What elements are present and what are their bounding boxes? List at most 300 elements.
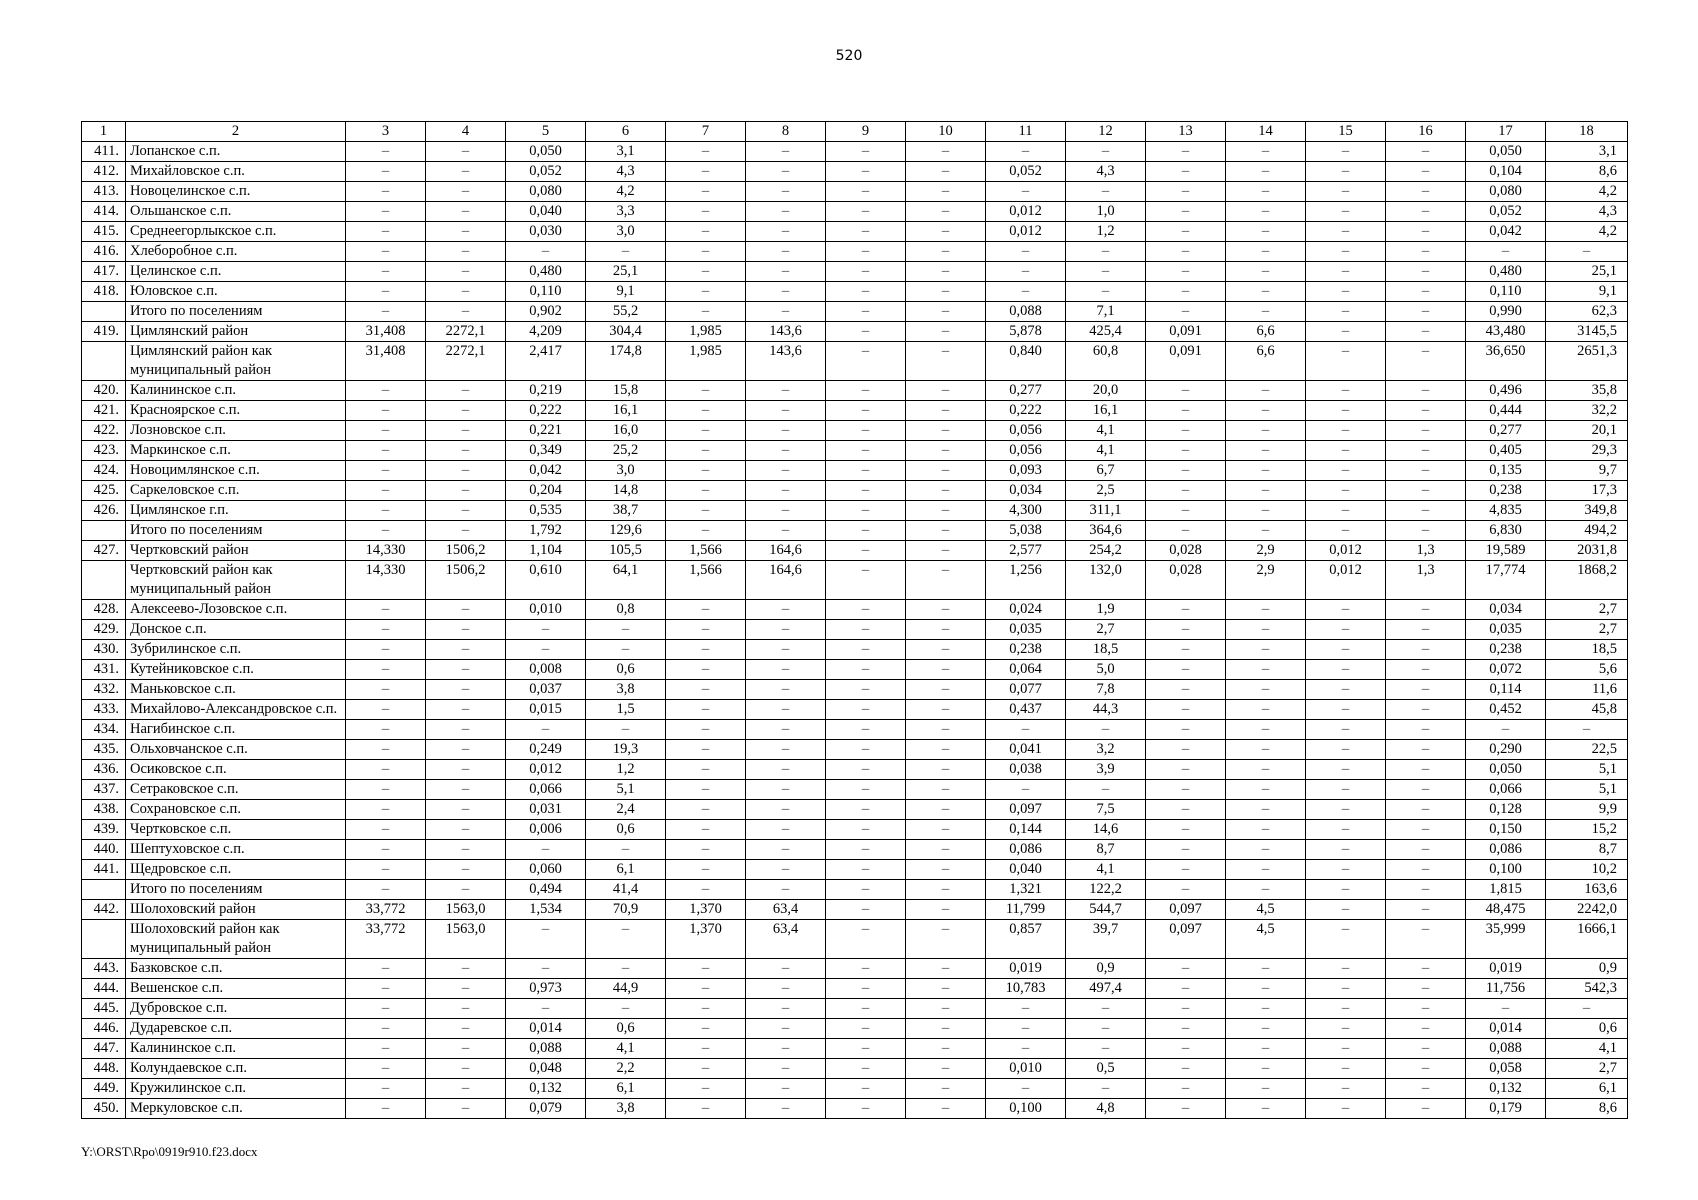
value-cell: 0,058 — [1466, 1059, 1546, 1079]
column-header: 16 — [1386, 122, 1466, 142]
value-cell: – — [1306, 680, 1386, 700]
value-cell: – — [746, 780, 826, 800]
value-cell: 0,050 — [1466, 142, 1546, 162]
territory-name: Меркуловское с.п. — [126, 1099, 346, 1119]
value-cell: 3,2 — [1066, 740, 1146, 760]
value-cell: – — [346, 202, 426, 222]
territory-name: Красноярское с.п. — [126, 401, 346, 421]
value-cell: – — [666, 282, 746, 302]
value-cell: – — [826, 441, 906, 461]
value-cell: – — [826, 900, 906, 920]
value-cell: – — [826, 920, 906, 959]
value-cell: – — [666, 840, 746, 860]
value-cell: – — [1386, 840, 1466, 860]
footer-path: Y:\ORST\Rpo\0919r910.f23.docx — [81, 1144, 258, 1159]
value-cell: 35,8 — [1546, 381, 1628, 401]
value-cell: – — [746, 461, 826, 481]
value-cell: 0,088 — [506, 1039, 586, 1059]
value-cell: – — [826, 142, 906, 162]
table-row — [82, 600, 1628, 620]
value-cell: – — [426, 880, 506, 900]
table-row — [82, 501, 1628, 521]
value-cell: – — [906, 282, 986, 302]
value-cell: – — [666, 640, 746, 660]
value-cell: – — [666, 381, 746, 401]
table-row — [82, 322, 1628, 342]
table-row — [82, 920, 1628, 959]
value-cell: – — [586, 920, 666, 959]
table-row — [82, 760, 1628, 780]
table-row — [82, 242, 1628, 262]
value-cell: – — [746, 740, 826, 760]
value-cell: – — [426, 1059, 506, 1079]
value-cell: 0,024 — [986, 600, 1066, 620]
value-cell: 0,006 — [506, 820, 586, 840]
value-cell: 0,144 — [986, 820, 1066, 840]
table-row — [82, 840, 1628, 860]
value-cell: – — [1146, 860, 1226, 880]
value-cell: – — [666, 660, 746, 680]
value-cell: – — [346, 620, 426, 640]
territory-name: Чертковский район как муниципальный район — [126, 561, 346, 600]
value-cell: 0,086 — [1466, 840, 1546, 860]
value-cell: 5,878 — [986, 322, 1066, 342]
value-cell: 0,9 — [1546, 959, 1628, 979]
value-cell: – — [746, 1059, 826, 1079]
territory-name: Новоцимлянское с.п. — [126, 461, 346, 481]
value-cell: 8,6 — [1546, 162, 1628, 182]
row-number: 430. — [82, 640, 126, 660]
territory-name: Среднеегорлыкское с.п. — [126, 222, 346, 242]
row-number: 427. — [82, 541, 126, 561]
column-header: 11 — [986, 122, 1066, 142]
value-cell: – — [1306, 162, 1386, 182]
value-cell: 19,3 — [586, 740, 666, 760]
row-number: 413. — [82, 182, 126, 202]
value-cell: – — [426, 720, 506, 740]
value-cell: 0,040 — [506, 202, 586, 222]
value-cell: 41,4 — [586, 880, 666, 900]
table-row — [82, 481, 1628, 501]
value-cell: – — [1386, 600, 1466, 620]
value-cell: 0,010 — [986, 1059, 1066, 1079]
value-cell: – — [1146, 999, 1226, 1019]
column-header: 18 — [1546, 122, 1628, 142]
table-row — [82, 142, 1628, 162]
page-number: 520 — [835, 48, 863, 64]
value-cell: 0,086 — [986, 840, 1066, 860]
value-cell: 36,650 — [1466, 342, 1546, 381]
value-cell: – — [826, 222, 906, 242]
column-header: 13 — [1146, 122, 1226, 142]
value-cell: 304,4 — [586, 322, 666, 342]
row-number: 417. — [82, 262, 126, 282]
value-cell: – — [1226, 162, 1306, 182]
table-body — [82, 142, 1628, 1119]
row-number: 423. — [82, 441, 126, 461]
value-cell: – — [1306, 441, 1386, 461]
value-cell: 0,222 — [986, 401, 1066, 421]
value-cell: – — [826, 800, 906, 820]
value-cell: – — [826, 1099, 906, 1119]
value-cell: 0,132 — [506, 1079, 586, 1099]
value-cell: 0,012 — [1306, 561, 1386, 600]
value-cell: – — [746, 262, 826, 282]
value-cell: – — [1226, 780, 1306, 800]
value-cell: 0,349 — [506, 441, 586, 461]
value-cell: – — [426, 202, 506, 222]
value-cell: 105,5 — [586, 541, 666, 561]
value-cell: – — [826, 780, 906, 800]
value-cell: – — [1226, 461, 1306, 481]
value-cell: – — [1386, 262, 1466, 282]
value-cell: – — [1386, 620, 1466, 640]
value-cell: – — [1146, 1059, 1226, 1079]
value-cell: – — [826, 700, 906, 720]
value-cell: 20,0 — [1066, 381, 1146, 401]
value-cell: – — [346, 860, 426, 880]
value-cell: – — [426, 800, 506, 820]
value-cell: 17,774 — [1466, 561, 1546, 600]
value-cell: – — [906, 620, 986, 640]
value-cell: – — [826, 242, 906, 262]
value-cell: 4,1 — [586, 1039, 666, 1059]
value-cell: 6,6 — [1226, 342, 1306, 381]
value-cell: – — [666, 959, 746, 979]
value-cell: 0,064 — [986, 660, 1066, 680]
territory-name: Колундаевское с.п. — [126, 1059, 346, 1079]
territory-name: Калининское с.п. — [126, 381, 346, 401]
column-header: 6 — [586, 122, 666, 142]
value-cell: – — [906, 521, 986, 541]
value-cell: 1,3 — [1386, 561, 1466, 600]
value-cell: 0,028 — [1146, 561, 1226, 600]
value-cell: 0,857 — [986, 920, 1066, 959]
value-cell: 542,3 — [1546, 979, 1628, 999]
value-cell: – — [1226, 760, 1306, 780]
value-cell: 6,7 — [1066, 461, 1146, 481]
value-cell: 2,4 — [586, 800, 666, 820]
value-cell: – — [986, 262, 1066, 282]
table-row — [82, 1099, 1628, 1119]
value-cell: 132,0 — [1066, 561, 1146, 600]
territory-name: Хлеборобное с.п. — [126, 242, 346, 262]
value-cell: – — [1146, 800, 1226, 820]
value-cell: – — [1386, 401, 1466, 421]
territory-name: Итого по поселениям — [126, 302, 346, 322]
value-cell: – — [1066, 1039, 1146, 1059]
value-cell: – — [346, 760, 426, 780]
row-number: 436. — [82, 760, 126, 780]
value-cell: – — [1146, 521, 1226, 541]
column-header: 3 — [346, 122, 426, 142]
value-cell: – — [506, 959, 586, 979]
value-cell: – — [346, 999, 426, 1019]
value-cell: – — [1386, 1059, 1466, 1079]
value-cell: – — [426, 521, 506, 541]
table-row — [82, 1019, 1628, 1039]
territory-name: Ольховчанское с.п. — [126, 740, 346, 760]
value-cell: – — [746, 999, 826, 1019]
value-cell: – — [1546, 720, 1628, 740]
value-cell: – — [746, 401, 826, 421]
value-cell: 2,9 — [1226, 541, 1306, 561]
value-cell: 33,772 — [346, 920, 426, 959]
table-row — [82, 900, 1628, 920]
value-cell: – — [746, 660, 826, 680]
value-cell: 0,041 — [986, 740, 1066, 760]
value-cell: 0,437 — [986, 700, 1066, 720]
value-cell: 0,496 — [1466, 381, 1546, 401]
value-cell: – — [346, 680, 426, 700]
value-cell: – — [746, 501, 826, 521]
value-cell: 0,219 — [506, 381, 586, 401]
value-cell: 0,066 — [506, 780, 586, 800]
value-cell: – — [906, 900, 986, 920]
value-cell: – — [1386, 162, 1466, 182]
value-cell: – — [986, 999, 1066, 1019]
value-cell: – — [746, 800, 826, 820]
value-cell: 0,012 — [506, 760, 586, 780]
value-cell: 14,8 — [586, 481, 666, 501]
value-cell: – — [1386, 1039, 1466, 1059]
value-cell: – — [1146, 1099, 1226, 1119]
value-cell: – — [906, 1019, 986, 1039]
value-cell: 9,7 — [1546, 461, 1628, 481]
row-number: 442. — [82, 900, 126, 920]
value-cell: – — [346, 600, 426, 620]
value-cell: 0,088 — [1466, 1039, 1546, 1059]
value-cell: – — [1386, 800, 1466, 820]
value-cell: – — [1226, 680, 1306, 700]
value-cell: – — [666, 1079, 746, 1099]
value-cell: – — [426, 700, 506, 720]
value-cell: – — [826, 880, 906, 900]
value-cell: – — [1386, 660, 1466, 680]
value-cell: – — [1306, 421, 1386, 441]
table-row — [82, 720, 1628, 740]
value-cell: 0,097 — [1146, 920, 1226, 959]
value-cell: – — [346, 640, 426, 660]
value-cell: – — [746, 302, 826, 322]
value-cell: 7,5 — [1066, 800, 1146, 820]
value-cell: 0,444 — [1466, 401, 1546, 421]
value-cell: – — [826, 600, 906, 620]
value-cell: – — [986, 1019, 1066, 1039]
value-cell: – — [906, 202, 986, 222]
value-cell: – — [1306, 760, 1386, 780]
value-cell: 16,0 — [586, 421, 666, 441]
value-cell: 1666,1 — [1546, 920, 1628, 959]
table-row — [82, 421, 1628, 441]
value-cell: – — [1306, 222, 1386, 242]
value-cell: – — [1066, 242, 1146, 262]
row-number: 431. — [82, 660, 126, 680]
value-cell: – — [906, 1099, 986, 1119]
value-cell: – — [1146, 162, 1226, 182]
territory-name: Цимлянское г.п. — [126, 501, 346, 521]
value-cell: – — [666, 979, 746, 999]
value-cell: – — [1386, 640, 1466, 660]
value-cell: 14,6 — [1066, 820, 1146, 840]
value-cell: – — [906, 342, 986, 381]
value-cell: 0,6 — [586, 820, 666, 840]
row-number: 424. — [82, 461, 126, 481]
row-number: 421. — [82, 401, 126, 421]
value-cell: 129,6 — [586, 521, 666, 541]
value-cell: 0,249 — [506, 740, 586, 760]
value-cell: – — [906, 1039, 986, 1059]
value-cell: 0,079 — [506, 1099, 586, 1119]
value-cell: 0,080 — [1466, 182, 1546, 202]
value-cell: – — [1306, 401, 1386, 421]
value-cell: – — [346, 820, 426, 840]
value-cell: – — [346, 979, 426, 999]
value-cell: 2651,3 — [1546, 342, 1628, 381]
value-cell: 0,050 — [1466, 760, 1546, 780]
value-cell: – — [346, 1019, 426, 1039]
value-cell: – — [746, 162, 826, 182]
territory-name: Саркеловское с.п. — [126, 481, 346, 501]
value-cell: 11,6 — [1546, 680, 1628, 700]
value-cell: – — [666, 700, 746, 720]
value-cell: 4,300 — [986, 501, 1066, 521]
value-cell: 0,494 — [506, 880, 586, 900]
value-cell: – — [906, 142, 986, 162]
value-cell: 0,452 — [1466, 700, 1546, 720]
territory-name: Новоцелинское с.п. — [126, 182, 346, 202]
table-row — [82, 959, 1628, 979]
value-cell: 0,091 — [1146, 342, 1226, 381]
table-row — [82, 800, 1628, 820]
value-cell: 497,4 — [1066, 979, 1146, 999]
value-cell: – — [1386, 900, 1466, 920]
value-cell: – — [826, 202, 906, 222]
value-cell: – — [1306, 1019, 1386, 1039]
value-cell: 45,8 — [1546, 700, 1628, 720]
value-cell: 1,104 — [506, 541, 586, 561]
value-cell: – — [346, 780, 426, 800]
value-cell: – — [1226, 1039, 1306, 1059]
table-row — [82, 302, 1628, 322]
value-cell: – — [1386, 920, 1466, 959]
value-cell: – — [1226, 202, 1306, 222]
value-cell: – — [426, 979, 506, 999]
value-cell: – — [1386, 740, 1466, 760]
territory-name: Лозновское с.п. — [126, 421, 346, 441]
value-cell: – — [1386, 680, 1466, 700]
value-cell: – — [346, 700, 426, 720]
value-cell: 143,6 — [746, 342, 826, 381]
value-cell: – — [746, 700, 826, 720]
value-cell: – — [426, 282, 506, 302]
value-cell: – — [906, 820, 986, 840]
value-cell: – — [1146, 282, 1226, 302]
value-cell: 2031,8 — [1546, 541, 1628, 561]
value-cell: – — [906, 541, 986, 561]
column-header: 8 — [746, 122, 826, 142]
territory-name: Шептуховское с.п. — [126, 840, 346, 860]
value-cell: 0,100 — [1466, 860, 1546, 880]
value-cell: – — [1226, 142, 1306, 162]
value-cell: 14,330 — [346, 561, 426, 600]
value-cell: – — [1306, 1059, 1386, 1079]
value-cell: – — [1386, 501, 1466, 521]
value-cell: – — [826, 860, 906, 880]
value-cell: – — [426, 421, 506, 441]
value-cell: – — [826, 262, 906, 282]
value-cell: 0,204 — [506, 481, 586, 501]
value-cell: – — [346, 182, 426, 202]
value-cell: – — [906, 840, 986, 860]
row-number: 429. — [82, 620, 126, 640]
value-cell: 0,238 — [1466, 640, 1546, 660]
value-cell: – — [826, 561, 906, 600]
value-cell: 2,9 — [1226, 561, 1306, 600]
value-cell: 0,535 — [506, 501, 586, 521]
value-cell: – — [1146, 979, 1226, 999]
value-cell: 5,1 — [1546, 780, 1628, 800]
value-cell: 0,480 — [1466, 262, 1546, 282]
value-cell: 0,015 — [506, 700, 586, 720]
value-cell: 43,480 — [1466, 322, 1546, 342]
territory-name: Лопанское с.п. — [126, 142, 346, 162]
row-number: 419. — [82, 322, 126, 342]
value-cell: – — [906, 979, 986, 999]
value-cell: 0,034 — [986, 481, 1066, 501]
value-cell: – — [1386, 780, 1466, 800]
value-cell: – — [826, 620, 906, 640]
value-cell: – — [1066, 182, 1146, 202]
value-cell: – — [1306, 381, 1386, 401]
value-cell: – — [1146, 600, 1226, 620]
value-cell: – — [1306, 840, 1386, 860]
value-cell: – — [1226, 521, 1306, 541]
value-cell: – — [1306, 461, 1386, 481]
value-cell: – — [1146, 461, 1226, 481]
value-cell: – — [666, 441, 746, 461]
table-row — [82, 441, 1628, 461]
territory-name: Дубровское с.п. — [126, 999, 346, 1019]
value-cell: – — [1386, 322, 1466, 342]
value-cell: – — [1226, 840, 1306, 860]
value-cell: – — [426, 860, 506, 880]
value-cell: 0,052 — [506, 162, 586, 182]
value-cell: – — [666, 600, 746, 620]
table-row — [82, 860, 1628, 880]
territory-name: Ольшанское с.п. — [126, 202, 346, 222]
value-cell: 0,132 — [1466, 1079, 1546, 1099]
value-cell: – — [1386, 461, 1466, 481]
territory-name: Итого по поселениям — [126, 880, 346, 900]
value-cell: 19,589 — [1466, 541, 1546, 561]
value-cell: – — [826, 760, 906, 780]
value-cell: 29,3 — [1546, 441, 1628, 461]
value-cell: 0,037 — [506, 680, 586, 700]
value-cell: – — [666, 222, 746, 242]
value-cell: – — [666, 481, 746, 501]
value-cell: – — [1226, 182, 1306, 202]
value-cell: 8,7 — [1066, 840, 1146, 860]
value-cell: – — [826, 162, 906, 182]
value-cell: – — [826, 680, 906, 700]
value-cell: 6,1 — [1546, 1079, 1628, 1099]
value-cell: – — [1306, 1099, 1386, 1119]
value-cell: – — [906, 740, 986, 760]
table-row — [82, 521, 1628, 541]
value-cell: – — [906, 421, 986, 441]
value-cell: – — [426, 999, 506, 1019]
